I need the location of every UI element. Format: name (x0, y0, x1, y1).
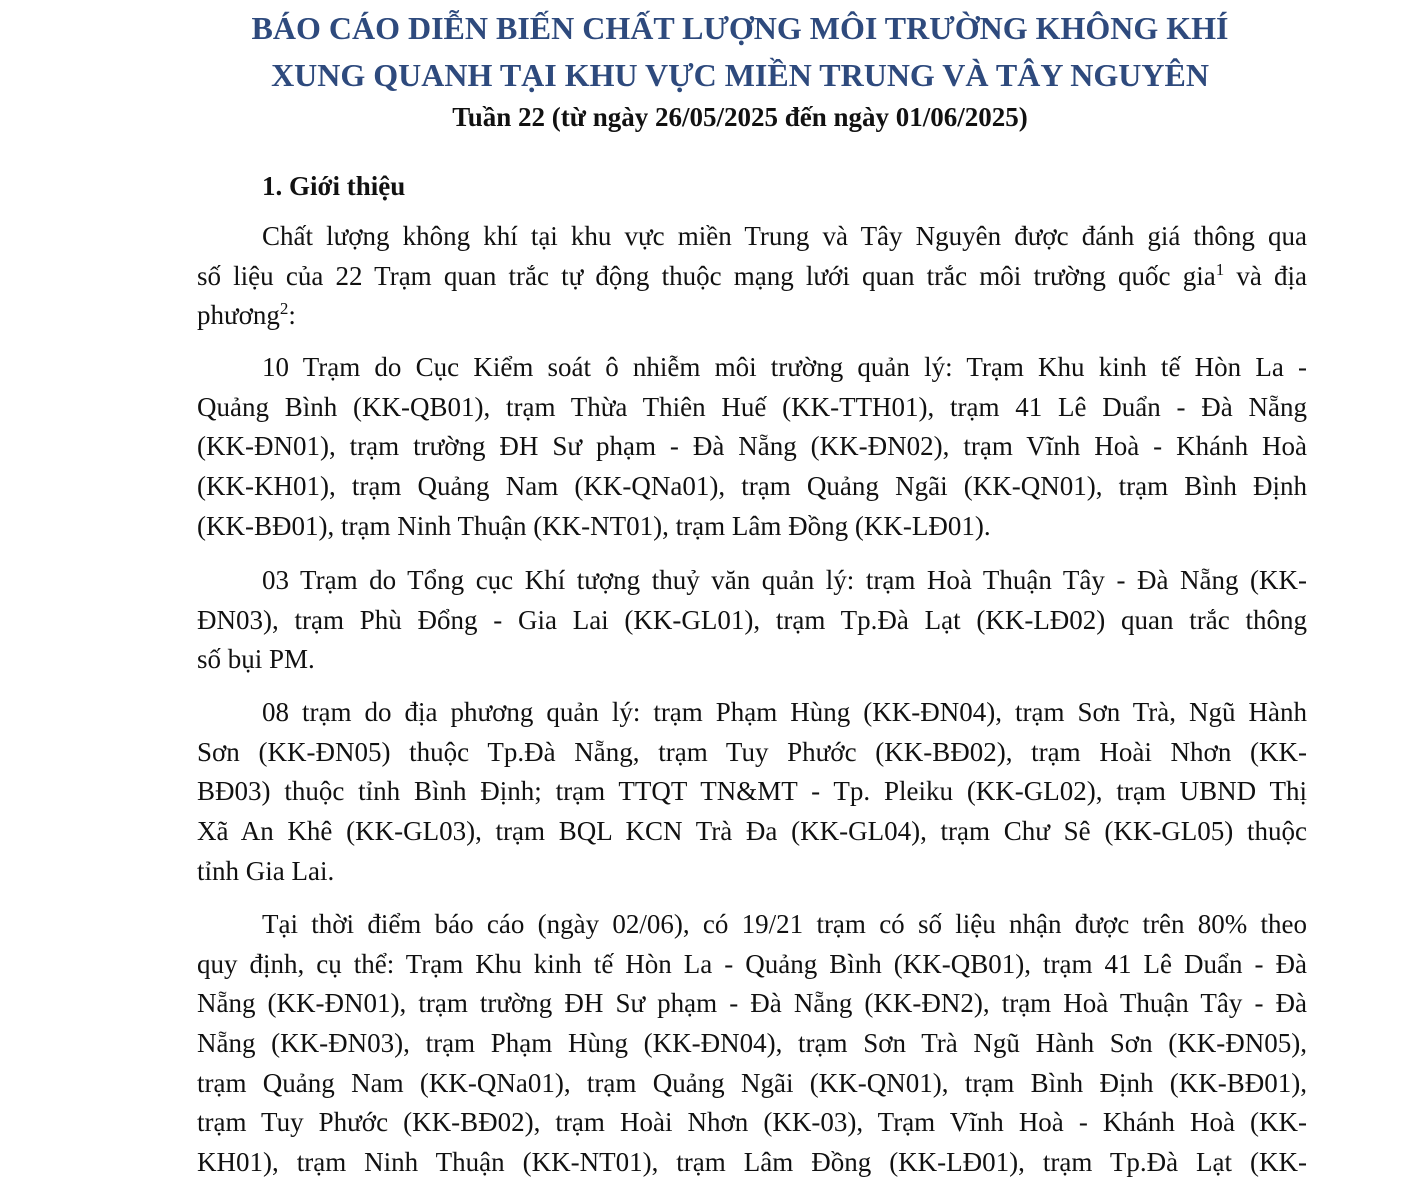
paragraph-line: số bụi PM. (197, 644, 315, 675)
paragraph-line: Xã An Khê (KK-GL03), trạm BQL KCN Trà Đa (KK-GL04), trạm Chư Sê (KK-GL05) thuộc (197, 816, 1307, 847)
paragraph-line: Quảng Bình (KK-QB01), trạm Thừa Thiên Huế (KK-TTH01), trạm 41 Lê Duẩn - Đà Nẵng (197, 391, 1307, 422)
paragraph-line: 10 Trạm do Cục Kiểm soát ô nhiễm môi trường quản lý: Trạm Khu kinh tế Hòn La - (262, 352, 1307, 382)
paragraph-data-status (197, 905, 1307, 1183)
report-title-line-1: BÁO CÁO DIỄN BIẾN CHẤT LƯỢNG MÔI TRƯỜNG KHÔNG KHÍ (251, 10, 1229, 46)
intro-line-2-end: và địa (1224, 260, 1307, 291)
section-heading-introduction: 1. Giới thiệu (262, 171, 406, 201)
intro-line-3-text: phương (197, 300, 280, 331)
paragraph-line: Nẵng (KK-ĐN01), trạm trường ĐH Sư phạm - Đà Nẵng (KK-ĐN2), trạm Hoà Thuận Tây - Đà (197, 988, 1307, 1019)
paragraph-line: Nẵng (KK-ĐN03), trạm Phạm Hùng (KK-ĐN04), trạm Sơn Trà Ngũ Hành Sơn (KK-ĐN05), (197, 1028, 1307, 1059)
paragraph-line: (KK-BĐ01), trạm Ninh Thuận (KK-NT01), trạm Lâm Đồng (KK-LĐ01). (197, 510, 991, 541)
paragraph-line: Tại thời điểm báo cáo (ngày 02/06), có 19/21 trạm có số liệu nhận được trên 80% theo (262, 909, 1307, 939)
paragraph-line: tỉnh Gia Lai. (197, 855, 335, 886)
paragraph-line: quy định, cụ thể: Trạm Khu kinh tế Hòn La - Quảng Bình (KK-QB01), trạm 41 Lê Duẩn - Đà (197, 948, 1307, 979)
footnote-ref-1[interactable]: 1 (1215, 259, 1225, 279)
paragraph-hydromet-stations (197, 561, 1307, 680)
intro-line-3-end: : (288, 300, 296, 331)
footnote-ref-2[interactable]: 2 (279, 299, 289, 319)
paragraph-line: trạm Quảng Nam (KK-QNa01), trạm Quảng Ngãi (KK-QN01), trạm Bình Định (KK-BĐ01), (197, 1067, 1307, 1098)
paragraph-line: 03 Trạm do Tổng cục Khí tượng thuỷ văn quản lý: trạm Hoà Thuận Tây - Đà Nẵng (KK- (262, 565, 1307, 595)
report-title-line-2: XUNG QUANH TẠI KHU VỰC MIỀN TRUNG VÀ TÂY NGUYÊN (271, 57, 1209, 93)
report-subtitle-week: Tuần 22 (từ ngày 26/05/2025 đến ngày 01/06/2025) (452, 102, 1028, 132)
paragraph-line: KH01), trạm Ninh Thuận (KK-NT01), trạm Lâm Đồng (KK-LĐ01), trạm Tp.Đà Lạt (KK- (197, 1147, 1307, 1178)
paragraph-line: (KK-KH01), trạm Quảng Nam (KK-QNa01), trạm Quảng Ngãi (KK-QN01), trạm Bình Định (197, 471, 1307, 502)
paragraph-line: trạm Tuy Phước (KK-BĐ02), trạm Hoài Nhơn (KK-03), Trạm Vĩnh Hoà - Khánh Hoà (KK- (197, 1107, 1307, 1138)
intro-line-1: Chất lượng không khí tại khu vực miền Trung và Tây Nguyên được đánh giá thông qua (262, 221, 1307, 251)
intro-line-2 (197, 257, 1307, 297)
paragraph-local-stations (197, 693, 1307, 891)
intro-paragraph (197, 217, 1307, 336)
paragraph-line: (KK-ĐN01), trạm trường ĐH Sư phạm - Đà Nẵng (KK-ĐN02), trạm Vĩnh Hoà - Khánh Hoà (197, 431, 1307, 462)
intro-line-3 (197, 296, 1307, 336)
paragraph-line: ĐN03), trạm Phù Đổng - Gia Lai (KK-GL01), trạm Tp.Đà Lạt (KK-LĐ02) quan trắc thông (197, 604, 1307, 635)
paragraph-line: Sơn (KK-ĐN05) thuộc Tp.Đà Nẵng, trạm Tuy Phước (KK-BĐ02), trạm Hoài Nhơn (KK- (197, 736, 1307, 767)
paragraph-line: BĐ03) thuộc tỉnh Bình Định; trạm TTQT TN&MT - Tp. Pleiku (KK-GL02), trạm UBND Thị (197, 776, 1307, 807)
intro-line-2-text: số liệu của 22 Trạm quan trắc tự động thuộc mạng lưới quan trắc môi trường quốc gia (197, 260, 1216, 291)
paragraph-line: 08 trạm do địa phương quản lý: trạm Phạm Hùng (KK-ĐN04), trạm Sơn Trà, Ngũ Hành (262, 697, 1307, 727)
paragraph-national-stations (197, 348, 1307, 546)
